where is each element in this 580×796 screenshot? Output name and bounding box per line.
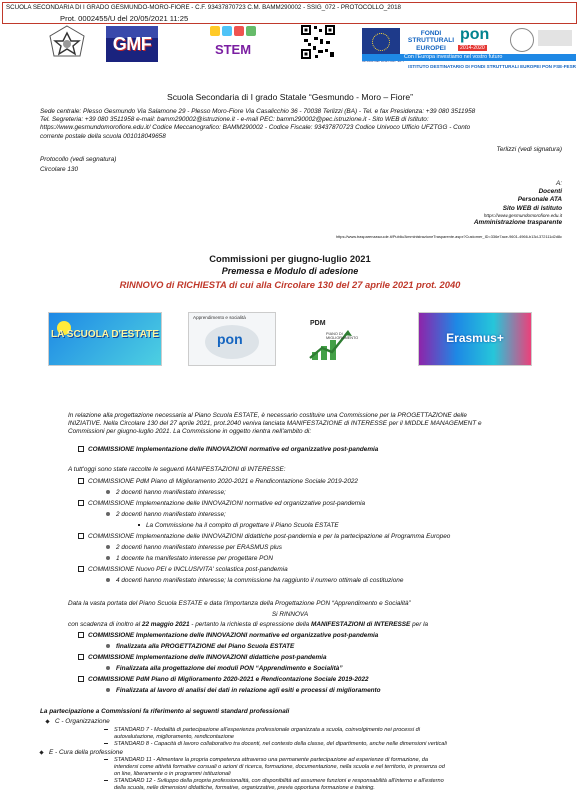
- list-item: [78, 500, 365, 507]
- standard-8-line: STANDARD 8 - Capacità di lavoro collaborativo tra docenti, nel contesto della classe, del dipartimento, anche nelle dimensioni verticali: [114, 741, 447, 747]
- standard-group-c: [46, 718, 110, 725]
- pon-caption: ISTITUTO DESTINATARIO DI FONDI STRUTTURALI EUROPEI PON FSE-FESR: [408, 64, 576, 69]
- ministry-emblem-icon: [510, 28, 534, 52]
- school-address: [40, 108, 560, 141]
- standard-group-c-text: C - Organizzazione: [55, 718, 110, 725]
- req-item-text: Finalizzata al lavoro di analisi dei dati in relazione agli esiti e processi di miglioramento: [116, 687, 381, 694]
- apprendimento-title: Apprendimento e socialità: [193, 315, 246, 320]
- square-bullet-icon: [78, 500, 84, 506]
- place-date: Terlizzi (vedi signatura): [496, 146, 562, 153]
- vast-sentence: Data la vasta portata del Piano Scuola ESTATE e data l'importanza della Progettazione PON “Apprendimento e Socialità”: [68, 600, 411, 607]
- req-item: [106, 687, 381, 694]
- protocol-line-1: SCUOLA SECONDARIA DI I GRADO GESMUNDO-MORO-FIORE - C.F. 93437870723 C.M. BAMM290002 - SSIG_072 - PROTOCOLLO_2018: [6, 4, 401, 11]
- pon-label: pon: [460, 26, 490, 43]
- req-item: [78, 632, 378, 639]
- req-item: [78, 676, 369, 683]
- recipients-block: [474, 180, 562, 227]
- standard-group-e-text: E - Cura della professione: [49, 749, 123, 756]
- list-item: [106, 489, 226, 496]
- recipient-web: Sito WEB di Istituto: [502, 204, 562, 212]
- list-item: [106, 544, 282, 551]
- intro-line: In relazione alla progettazione necessaria al Piano Scuola ESTATE, è necessario costituire una Commissione per la PROGETTAZIONE delle: [68, 412, 467, 419]
- list-item: [138, 522, 339, 529]
- req-item: [106, 643, 294, 650]
- dot-bullet-icon: [106, 545, 110, 549]
- gmf-logo: [106, 26, 158, 62]
- apprendimento-picture: [188, 312, 276, 366]
- eu-flag-icon: [362, 28, 400, 56]
- erasmus-picture: [418, 312, 532, 366]
- square-bullet-icon: [78, 446, 84, 452]
- dot-bullet-icon: [106, 512, 110, 516]
- pon-years: 2014-2020: [460, 45, 485, 51]
- dot-bullet-icon: [106, 666, 110, 670]
- dash-bullet-icon: [104, 729, 108, 730]
- stem-logo: [208, 26, 258, 64]
- list-item-text: La Commissione ha il compito di progettare il Piano Scuola ESTATE: [146, 522, 339, 529]
- recipient-web-url: https://www.gesmundomorofiore.edu.it: [483, 212, 562, 218]
- square-bullet-icon: [78, 533, 84, 539]
- address-line: https://www.gesmundomorofiore.edu.it/ Codice Meccanografico: BAMM290002 - Codice Fiscale: 93437870723 Codice Univoco Ufficio UFZTGG - Conto: [40, 124, 471, 132]
- list-item: [78, 533, 450, 540]
- req-item: [106, 665, 343, 672]
- italian-emblem-icon: [48, 24, 86, 60]
- list-item-text: COMMISSIONE Implementazione delle INNOVAZIONI normative ed organizzative post-pandemia: [88, 500, 366, 507]
- standard-12-line: della scuola, nelle dimensioni didattiche, formative, organizzative, previa opportuna formazione e training.: [114, 785, 375, 791]
- address-line: corrente postale della scuola 001018049658: [40, 132, 166, 140]
- circolare-ref: Circolare 130: [40, 166, 79, 173]
- req-item-text: COMMISSIONE Implementazione delle INNOVAZIONI didattiche post-pandemia: [88, 654, 327, 661]
- pon-slogan: Con l'Europa investiamo nel vostro futuro: [362, 54, 576, 61]
- req-item-text: finalizzata alla PROGETTAZIONE del Piano Scuola ESTATE: [116, 643, 295, 650]
- pdm-title: PDM: [310, 320, 326, 327]
- square-bullet-icon: [78, 654, 84, 660]
- standards-title: La partecipazione a Commissioni fa riferimento ai seguenti standard professionali: [40, 708, 290, 715]
- list-item-text: 2 docenti hanno manifestato interesse;: [116, 511, 226, 518]
- deadline-date: 22 maggio 2021: [141, 621, 190, 628]
- list-item-text: 4 docenti hanno manifestato interesse; la commissione ha raggiunto il numero ottimale di costituzione: [116, 577, 404, 584]
- intro-item: [78, 446, 378, 453]
- intro-item-text: COMMISSIONE Implementazione delle INNOVAZIONI normative ed organizzative post-pandemia: [88, 446, 379, 453]
- req-item-text: Finalizzata alla progettazione dei moduli PON “Apprendimento e Socialità”: [116, 665, 343, 672]
- standard-11-line: intendersi come attività formative corsuali o azioni di ricerca, formazione, documentazione, nella scuola e nel territorio, in presenza od: [114, 764, 445, 770]
- list-item-text: 1 docente ha manifestato interesse per progettare PON: [116, 555, 274, 562]
- pon-banner: [362, 24, 576, 72]
- qr-code-icon: [300, 24, 336, 60]
- standard-11-line: STANDARD 11 - Alimentare la propria competenza attraverso una permanente partecipazione ad esperienze di formazione, da: [114, 757, 428, 763]
- small-bullet-icon: [138, 524, 140, 526]
- standard-12-line: STANDARD 12 - Sviluppo della propria professionalità, con disponibilità ad assumere funzioni e responsabilità all'interno e all'esterno: [114, 778, 444, 784]
- deadline-bold: MANIFESTAZIONI di INTERESSE: [311, 621, 411, 628]
- standard-11: [104, 757, 445, 778]
- dot-bullet-icon: [106, 490, 110, 494]
- list-item-text: COMMISSIONE Nuovo PEI e INCLUSIVITA' scolastica post-pandemia: [88, 566, 288, 573]
- intro-line: Commissioni per giugno-luglio 2021. La Commissione in oggetto rientra nell'ambito di:: [68, 428, 312, 436]
- square-bullet-icon: [78, 478, 84, 484]
- dot-bullet-icon: [106, 556, 110, 560]
- address-line: Tel. Segreteria: +39 080 3511958 e-mail: bamm290002@istruzione.it - e-mail PEC: bamm290002@pec.istruzione.it - Sito WEB di Istituto:: [40, 116, 429, 124]
- list-item-text: 2 docenti hanno manifestato interesse;: [116, 489, 226, 496]
- list-item: [78, 478, 358, 485]
- recipient-docenti: Docenti: [538, 188, 562, 196]
- stem-logo-text: STEM: [214, 42, 252, 57]
- deadline-pre: con scadenza di inoltro al: [68, 621, 142, 628]
- intro-paragraph: [68, 412, 568, 437]
- deadline-sentence: [68, 621, 428, 628]
- pon-title: FONDI STRUTTURALI EUROPEI: [407, 30, 455, 52]
- recipient-amministrazione: Amministrazione trasparente: [473, 218, 562, 226]
- address-line: Sede centrale: Plesso Gesmundo Via Salamone 29 - Plesso Moro-Fiore Via Casalicchio 36 - 70038 Terlizzi (BA) - Tel. e fax Presidenza: +39 080 3511958: [40, 108, 476, 115]
- dot-bullet-icon: [106, 688, 110, 692]
- dash-bullet-icon: [104, 743, 108, 744]
- standard-7: [104, 727, 420, 741]
- list-item: [106, 511, 226, 518]
- list-item-text: COMMISSIONE PdM Piano di Miglioramento 2020-2021 e Rendicontazione Sociale 2019-2022: [88, 478, 358, 485]
- square-bullet-icon: [78, 676, 84, 682]
- title-premessa: Premessa e Modulo di adesione: [221, 266, 359, 276]
- protocol-line-2: Prot. 0002455/U del 20/05/2021 11:25: [60, 14, 189, 23]
- standard-7-line: STANDARD 7 - Modalità di partecipazione all'esperienza professionale organizzata a scuola, coinvolgimento nei processi di: [114, 727, 420, 733]
- deadline-mid: - pertanto la richiesta di espressione della: [189, 621, 312, 628]
- recipient-ata: Personale ATA: [517, 196, 562, 204]
- pdm-picture: [306, 318, 366, 364]
- scuola-estate-text: LA SCUOLA D'ESTATE: [51, 329, 159, 340]
- pdm-subtitle: PIANO DI MIGLIORAMENTO: [326, 332, 359, 341]
- standard-7-line: autovalutazione, miglioramento, rendicontazione: [114, 734, 235, 740]
- deadline-post: per la: [410, 621, 429, 628]
- diamond-bullet-icon: [39, 750, 43, 754]
- dash-bullet-icon: [104, 780, 108, 781]
- dash-bullet-icon: [104, 759, 108, 760]
- list-item-text: COMMISSIONE Implementazione delle INNOVAZIONI didattiche post-pandemia e per la partecipazione al Programma Europeo: [88, 533, 451, 540]
- scuola-estate-picture: [48, 312, 162, 366]
- rinnova-label: Si RINNOVA: [271, 611, 309, 618]
- req-item: [78, 654, 327, 661]
- req-item-text: COMMISSIONE Implementazione delle INNOVAZIONI normative ed organizzative post-pandemia: [88, 632, 379, 639]
- title-commissioni: Commissioni per giugno-luglio 2021: [209, 253, 371, 264]
- diamond-bullet-icon: [45, 719, 49, 723]
- list-item: [106, 555, 273, 562]
- list-item: [78, 566, 288, 573]
- standard-8: [104, 741, 447, 748]
- square-bullet-icon: [78, 566, 84, 572]
- intro-line: INIZIATIVE. Nella Circolare 130 del 27 aprile 2021, prot.2040 veniva lanciata MANIFESTAZIONE di INTERESSE per il MIDDLE MANAGEMENT e: [68, 420, 482, 428]
- req-item-text: COMMISSIONE PdM Piano di Miglioramento 2020-2021 e Rendicontazione Sociale 2019-2022: [88, 676, 369, 683]
- apprendimento-pon: pon: [217, 331, 243, 347]
- list-item-text: 2 docenti hanno manifestato interesse per ERASMUS plus: [116, 544, 282, 551]
- amministrazione-url: https://www.trasparenzascuole.it/Public/AmministrazioneTrasparente.aspx?Customer_ID=336e7ace-9601-4966-b13d-372111d2d8c: [335, 234, 562, 239]
- ministry-logo: [538, 30, 572, 46]
- standard-group-e: [40, 749, 123, 756]
- erasmus-text: Erasmus+: [446, 331, 504, 345]
- dot-bullet-icon: [106, 578, 110, 582]
- school-name: Scuola Secondaria di I grado Statale “Gesmundo - Moro – Fiore”: [166, 92, 413, 102]
- square-bullet-icon: [78, 632, 84, 638]
- protocollo-ref: Protocollo (vedi segnatura): [40, 156, 117, 163]
- standard-12: [104, 778, 444, 792]
- standard-11-line: on line, liberamente o in programmi istituzionali: [114, 771, 231, 777]
- gmf-logo-text: GMF: [112, 34, 152, 54]
- recipients-label: A:: [555, 180, 562, 187]
- dot-bullet-icon: [106, 644, 110, 648]
- list-item: [106, 577, 403, 584]
- title-rinnovo: RINNOVO di RICHIESTA di cui alla Circolare 130 del 27 aprile 2021 prot. 2040: [119, 279, 461, 290]
- collected-intro: A tutt'oggi sono state raccolte le seguenti MANIFESTAZIONI di INTERESSE:: [68, 466, 286, 473]
